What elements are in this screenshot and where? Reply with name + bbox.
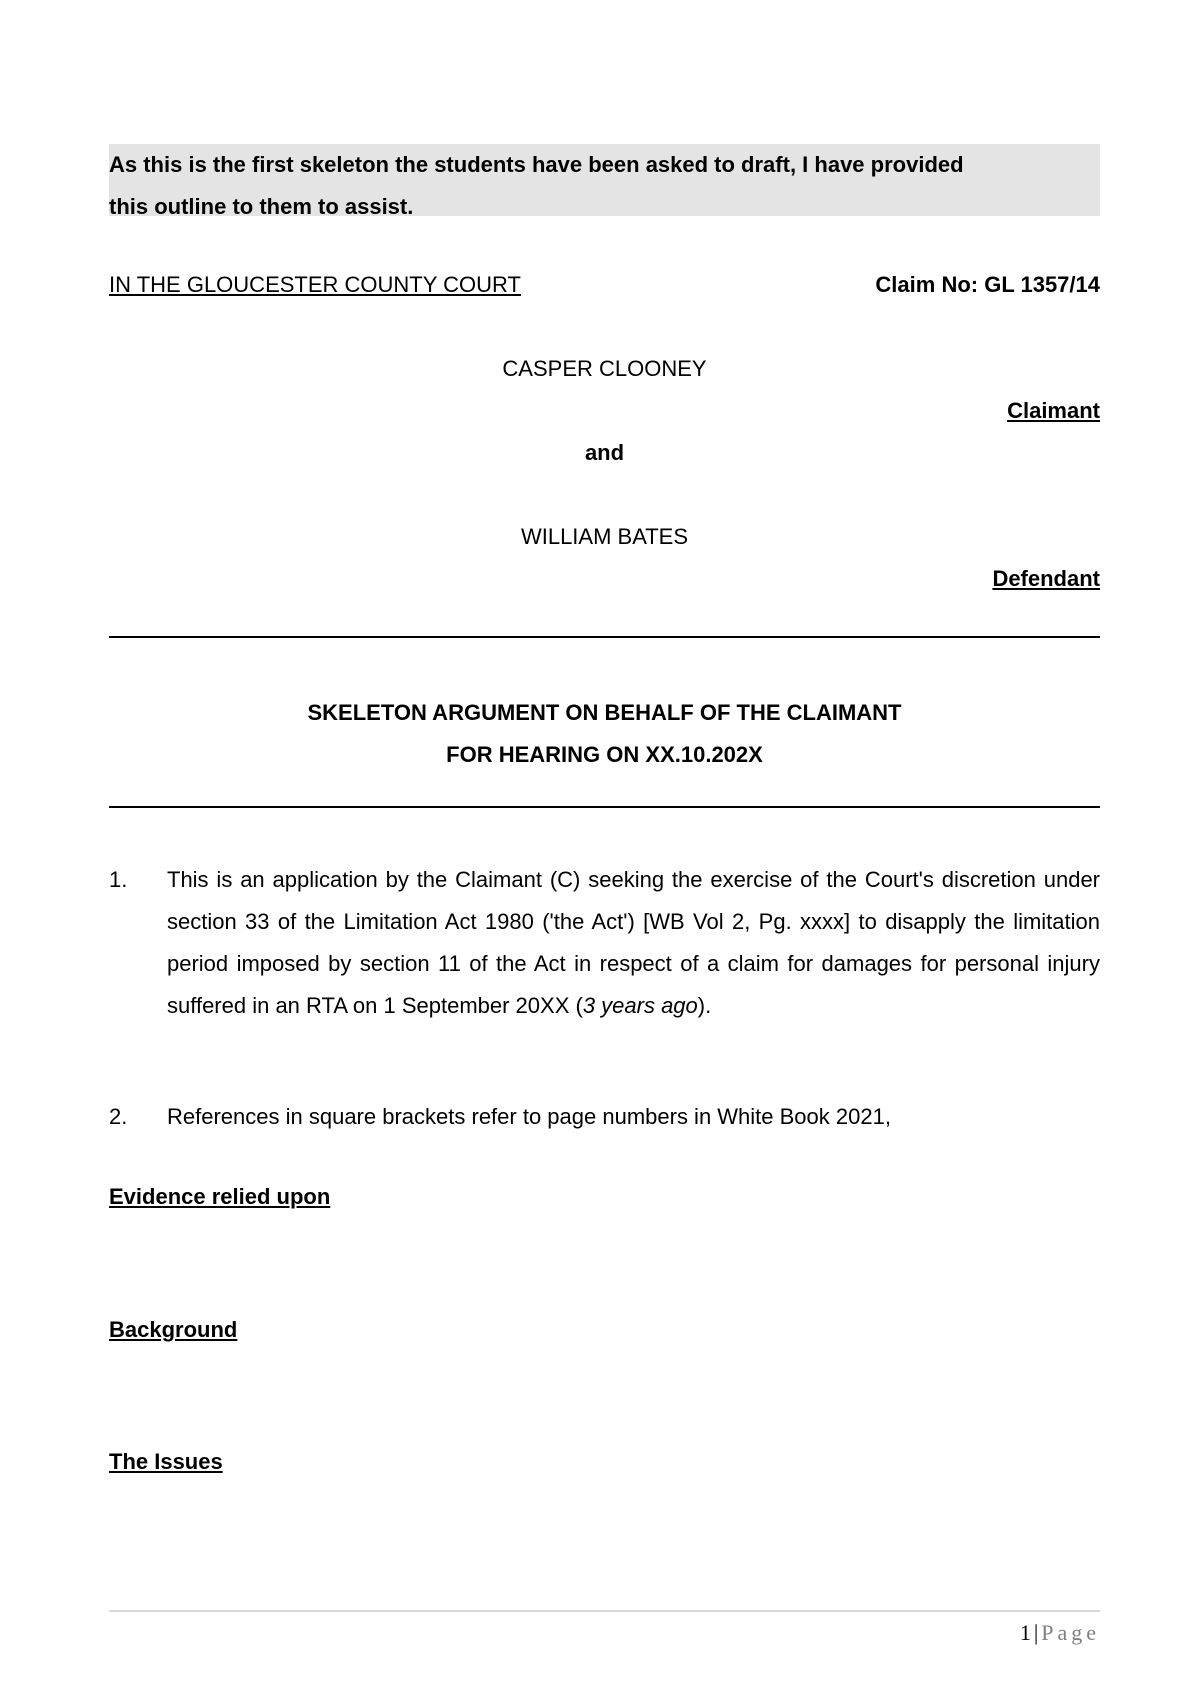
footer-separator: | xyxy=(1033,1620,1039,1645)
claimant-name: CASPER CLOONEY xyxy=(502,356,707,381)
paragraph-number: 2. xyxy=(109,1104,128,1129)
divider-top xyxy=(109,636,1100,638)
defendant-label xyxy=(109,566,1100,592)
defendant-name: WILLIAM BATES xyxy=(520,524,689,549)
paragraph-text: This is an application by the Claimant (C) seeking the exercise of the Court's discretion under section 33 of the Limitation Act 1980 ('the Act') [WB Vol 2, Pg. xxxx] to disapply the limitation period imposed by section 11 of the Act in respect of a claim for damages for personal injury suffered in an RTA on 1 September 20XX (3 years ago). xyxy=(167,867,1100,1018)
heading-issues: The Issues xyxy=(109,1449,223,1474)
page-number: 1 xyxy=(1019,1620,1031,1645)
paragraph-text: References in square brackets refer to page numbers in White Book 2021, xyxy=(167,1104,891,1129)
page-footer xyxy=(1020,1620,1100,1646)
footer-divider xyxy=(109,1610,1100,1612)
document-title xyxy=(109,692,1100,776)
claim-number: Claim No: GL 1357/14 xyxy=(875,272,1100,297)
court-name: IN THE GLOUCESTER COUNTY COURT xyxy=(109,272,521,297)
heading-evidence: Evidence relied upon xyxy=(109,1184,331,1209)
and-separator: and xyxy=(584,440,625,465)
paragraph-number: 1. xyxy=(109,867,128,892)
heading-background: Background xyxy=(109,1317,238,1342)
instructor-note-line-1: As this is the first skeleton the students have been asked to draft, I have provided xyxy=(109,152,964,177)
title-line-2: FOR HEARING ON XX.10.202X xyxy=(446,742,763,767)
title-line-1: SKELETON ARGUMENT ON BEHALF OF THE CLAIMANT xyxy=(307,700,902,725)
divider-bottom xyxy=(109,806,1100,808)
instructor-note xyxy=(109,144,1100,219)
paragraph-1 xyxy=(109,859,1100,1027)
defendant-label-text: Defendant xyxy=(992,566,1100,591)
court-header xyxy=(109,272,1100,302)
page-label: Page xyxy=(1041,1620,1100,1645)
instructor-note-line-2: this outline to them to assist. xyxy=(109,194,414,219)
paragraph-2 xyxy=(109,1096,1100,1138)
claimant-label xyxy=(109,398,1100,424)
paragraph-italic: 3 years ago xyxy=(582,993,698,1018)
claimant-label-text: Claimant xyxy=(1007,398,1100,423)
